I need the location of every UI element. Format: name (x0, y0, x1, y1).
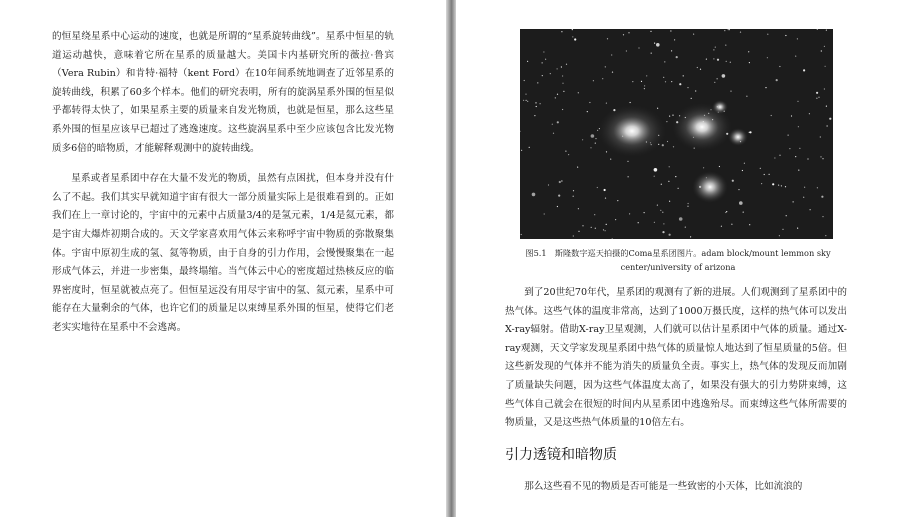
star-dot (657, 108, 658, 109)
star-dot (626, 50, 627, 51)
star-dot (557, 206, 558, 207)
star-dot (795, 56, 796, 57)
star-dot (725, 212, 726, 213)
star-dot (678, 188, 679, 189)
star-dot (610, 159, 611, 160)
star-dot (657, 205, 658, 206)
star-dot (572, 36, 573, 37)
star-dot (683, 75, 684, 76)
star-dot (638, 222, 639, 223)
star-dot (668, 181, 669, 182)
star-dot (826, 30, 827, 31)
star-dot (661, 184, 662, 185)
star-dot (557, 68, 558, 69)
star-dot (779, 155, 780, 156)
star-dot (742, 170, 743, 171)
star-dot (743, 212, 744, 213)
star-dot (572, 29, 573, 30)
galaxy-small-top (712, 100, 728, 114)
star-dot (797, 38, 798, 39)
star-dot (826, 106, 827, 107)
star-dot (526, 100, 527, 101)
right-page-body (505, 284, 847, 433)
star-dot (676, 56, 678, 58)
star-dot (573, 196, 574, 197)
star-dot (524, 80, 525, 81)
star-dot (532, 193, 536, 197)
star-dot (667, 141, 668, 142)
star-dot (641, 81, 642, 82)
star-dot (595, 138, 596, 139)
star-dot (591, 134, 595, 138)
star-dot (788, 135, 789, 136)
star-dot (816, 98, 817, 99)
star-dot (781, 185, 782, 186)
right-paragraph-1: 到了20世纪70年代，星系团的观测有了新的进展。人们观测到了星系团中的热气体。这些气体的温度非常高，达到了1000万摄氏度，这样的热气体可以发出X-ray辐射。借助X-ray卫星观测，人们就可以估计星系团中气体的质量。通过X-ray观测，天文学家发现星系团中热气体的质量惊人地达到了恒星质量的5倍。但这些新发现的气体并不能为消失的质量负全责。事实上，热气体的发现反而加剧了质量缺失问题，因为这些气体温度太高了，如果没有强大的引力势阱束缚，这些气体自己就会在很短的时间内从星系团中逃逸殆尽。而束缚这些气体所需要的物质量，又是这些热气体质量的10倍左右。 (505, 287, 847, 429)
galaxy-small-right (728, 128, 748, 146)
star-dot (606, 103, 607, 104)
star-dot (646, 75, 647, 76)
star-dot (825, 66, 826, 67)
star-dot (691, 98, 692, 99)
star-dot (628, 32, 629, 33)
star-dot (543, 51, 544, 52)
star-dot (726, 61, 727, 62)
star-dot (565, 151, 566, 152)
star-dot (590, 147, 591, 148)
star-dot (521, 234, 522, 235)
star-dot (804, 187, 805, 188)
star-dot (725, 45, 726, 46)
star-dot (706, 59, 707, 60)
star-dot (557, 121, 559, 123)
star-dot (714, 82, 715, 83)
star-dot (644, 88, 645, 89)
star-dot (535, 102, 536, 103)
star-dot (816, 92, 818, 94)
star-dot (669, 234, 671, 236)
star-dot (748, 51, 749, 52)
star-dot (703, 167, 704, 168)
star-dot (627, 161, 628, 162)
star-dot (629, 213, 630, 214)
star-dot (650, 31, 651, 32)
star-dot (673, 146, 674, 147)
star-dot (534, 115, 535, 116)
star-dot (797, 228, 798, 229)
star-dot (769, 174, 770, 175)
star-dot (558, 195, 560, 197)
star-dot (525, 94, 526, 95)
star-dot (527, 101, 528, 102)
star-dot (604, 189, 606, 191)
star-dot (803, 197, 804, 198)
star-dot (562, 83, 563, 84)
bright-galaxy-left (598, 105, 666, 157)
star-dot (666, 121, 667, 122)
star-dot (810, 209, 811, 210)
star-dot (669, 116, 670, 117)
star-dot (798, 126, 799, 127)
star-dot (809, 113, 810, 114)
star-dot (542, 62, 543, 63)
star-dot (597, 187, 598, 188)
star-dot (749, 62, 750, 63)
bright-star-lower (692, 171, 728, 203)
star-dot (589, 102, 590, 103)
star-dot (791, 115, 792, 116)
star-dot (785, 35, 786, 36)
star-dot (594, 214, 595, 215)
star-dot (679, 217, 683, 221)
star-dot (595, 143, 596, 144)
star-dot (829, 118, 831, 120)
star-dot (591, 227, 592, 228)
star-dot (607, 38, 608, 39)
star-dot (672, 115, 673, 116)
left-paragraph-1: 的恒星绕星系中心运动的速度，也就是所谓的“星系旋转曲线”。星系中恒星的轨道运动越快，意味着它所在星系的质量越大。美国卡内基研究所的薇拉·鲁宾（Vera Rubin）和肯特·福特（kent Ford）在10年间系统地调查了近邻星系的旋转曲线，积累了60多个样本。他们的研究表明，所有的旋涡星系外围的恒星似乎都转得太快了，如果星系主要的质量来自发光物质，也就是恒星，那么这些星系外围的恒星应该早已超过了逃逸速度。这些旋涡星系中至少应该包含比发光物质多6倍的暗物质，才能解释观测中的旋转曲线。 (52, 31, 394, 154)
star-dot (822, 158, 823, 159)
star-dot (739, 201, 743, 205)
star-dot (726, 211, 727, 212)
star-dot (821, 50, 822, 51)
star-dot (582, 139, 583, 140)
star-dot (728, 29, 729, 30)
star-dot (605, 66, 606, 67)
star-dot (550, 73, 551, 74)
star-dot (544, 213, 545, 214)
star-dot (537, 82, 538, 83)
star-dot (771, 115, 772, 116)
star-dot (820, 156, 821, 157)
star-dot (662, 212, 663, 213)
star-dot (782, 229, 783, 230)
star-dot (578, 92, 579, 93)
star-dot (690, 236, 691, 237)
star-dot (824, 46, 825, 47)
star-dot (818, 97, 819, 98)
star-dot (717, 59, 719, 61)
star-dot (824, 88, 825, 89)
star-dot (654, 176, 655, 177)
star-dot (669, 166, 670, 167)
star-dot (529, 147, 530, 148)
star-dot (651, 53, 652, 54)
star-dot (767, 34, 768, 35)
star-dot (820, 136, 821, 137)
star-field-image (520, 29, 833, 239)
star-dot (786, 215, 787, 216)
star-dot (740, 32, 741, 33)
star-dot (656, 43, 660, 47)
star-dot (663, 77, 664, 78)
star-dot (715, 47, 716, 48)
star-dot (803, 69, 805, 71)
star-dot (779, 66, 780, 67)
star-dot (795, 156, 796, 157)
star-dot (671, 81, 672, 82)
star-dot (760, 168, 761, 169)
star-dot (644, 212, 645, 213)
star-dot (593, 80, 594, 81)
star-dot (679, 83, 681, 85)
star-dot (732, 180, 734, 182)
star-dot (630, 102, 631, 103)
star-dot (798, 170, 799, 171)
star-dot (738, 189, 739, 190)
star-dot (825, 235, 826, 236)
star-dot (731, 224, 732, 225)
star-dot (664, 61, 665, 62)
star-dot (789, 148, 790, 149)
star-dot (730, 91, 731, 92)
star-dot (611, 54, 612, 55)
right-page (456, 0, 900, 517)
star-dot (612, 72, 613, 73)
star-dot (749, 224, 750, 225)
star-dot (563, 91, 564, 92)
star-dot (578, 208, 579, 209)
star-dot (606, 224, 607, 225)
star-dot (536, 106, 537, 107)
star-dot (827, 125, 828, 126)
star-dot (669, 201, 670, 202)
star-dot (685, 227, 686, 228)
star-dot (606, 151, 607, 152)
star-dot (557, 94, 558, 95)
star-dot (605, 230, 606, 231)
star-dot (765, 87, 766, 88)
star-dot (822, 216, 823, 217)
star-dot (717, 78, 718, 79)
star-dot (722, 74, 726, 78)
star-dot (807, 158, 808, 159)
star-dot (578, 231, 579, 232)
star-dot (555, 97, 556, 98)
star-dot (561, 66, 562, 67)
star-dot (817, 187, 818, 188)
star-dot (774, 157, 775, 158)
star-dot (662, 231, 664, 233)
star-dot (721, 226, 722, 227)
star-dot (559, 181, 561, 183)
coma-cluster-photo (520, 29, 833, 239)
star-dot (654, 168, 658, 172)
left-page (0, 0, 446, 517)
star-dot (767, 57, 768, 58)
star-dot (553, 133, 554, 134)
star-dot (617, 200, 618, 201)
star-dot (744, 163, 745, 164)
star-dot (687, 206, 688, 207)
star-dot (654, 222, 655, 223)
star-dot (573, 190, 574, 191)
star-dot (595, 228, 596, 229)
star-dot (693, 34, 694, 35)
page-gutter (446, 0, 456, 517)
star-dot (577, 167, 578, 168)
star-dot (674, 39, 675, 40)
star-dot (793, 201, 794, 202)
star-dot (561, 180, 562, 181)
star-dot (688, 203, 689, 204)
star-dot (561, 31, 562, 32)
star-dot (548, 184, 549, 185)
star-dot (797, 101, 798, 102)
star-dot (573, 235, 574, 236)
star-dot (719, 166, 720, 167)
star-dot (568, 154, 569, 155)
section-heading: 引力透镜和暗物质 (505, 447, 617, 463)
star-dot (545, 59, 546, 60)
star-dot (523, 100, 524, 101)
next-paragraph-start: 那么这些看不见的物质是否可能是一些致密的小天体，比如流浪的 (524, 481, 803, 492)
star-dot (566, 64, 567, 65)
figure-caption: 图5.1 斯隆数字巡天拍摄的Coma星系团图片。adam block/mount lemmon sky center/university of arizona (525, 248, 831, 272)
star-dot (746, 96, 747, 97)
star-dot (623, 34, 624, 35)
star-dot (542, 75, 543, 76)
star-dot (670, 30, 671, 31)
star-dot (562, 75, 563, 76)
star-dot (540, 103, 541, 104)
star-dot (615, 219, 616, 220)
left-page-body (52, 28, 394, 350)
star-dot (675, 176, 676, 177)
star-dot (700, 69, 701, 70)
star-dot (821, 196, 823, 198)
star-dot (632, 81, 633, 82)
star-dot (695, 90, 696, 91)
star-dot (638, 47, 639, 48)
star-dot (697, 67, 698, 68)
star-dot (799, 148, 800, 149)
star-dot (605, 198, 606, 199)
star-dot (779, 235, 780, 236)
star-dot (602, 78, 603, 79)
star-dot (587, 111, 588, 112)
star-dot (687, 87, 688, 88)
star-dot (662, 144, 664, 146)
star-dot (582, 225, 583, 226)
star-dot (778, 185, 779, 186)
star-dot (772, 183, 774, 185)
star-dot (654, 43, 655, 44)
star-dot (761, 183, 762, 184)
star-dot (724, 30, 725, 31)
star-dot (713, 58, 714, 59)
star-dot (628, 176, 629, 177)
star-dot (713, 49, 714, 50)
star-dot (729, 29, 730, 30)
star-dot (785, 186, 786, 187)
star-dot (552, 124, 553, 125)
star-dot (562, 109, 563, 110)
star-dot (663, 223, 664, 224)
star-dot (776, 79, 778, 81)
star-dot (521, 150, 522, 151)
left-paragraph-2: 星系或者星系团中存在大量不发光的物质，虽然有点困扰，但本身并没有什么了不起。我们其实早就知道宇宙有很大一部分质量实际上是很难看到的。正如我们在上一章讨论的，宇宙中的元素中占质量3/4的是氢元素，1/4是氦元素，都是宇宙大爆炸初期合成的。天文学家喜欢用气体云来称呼宇宙中物质的弥散聚集体。宇宙中原初生成的氢、氦等物质，由于自身的引力作用，会慢慢聚集在一起形成气体云，并进一步密集，最终塌缩。当气体云中心的密度超过热核反应的临界密度时，恒星就被点亮了。但恒星远没有用尽宇宙中的氢、氦元素，星系中可能存在大量剩余的气体，也许它们的质量足以束缚星系外围的恒星，使得它们老老实实地待在星系中不会逃离。 (52, 173, 394, 333)
star-dot (574, 38, 576, 40)
star-dot (665, 81, 666, 82)
star-dot (660, 210, 661, 211)
star-dot (749, 131, 751, 133)
star-dot (764, 174, 765, 175)
star-dot (603, 229, 604, 230)
star-dot (730, 62, 731, 63)
star-dot (671, 50, 672, 51)
star-dot (644, 85, 645, 86)
star-dot (527, 61, 528, 62)
